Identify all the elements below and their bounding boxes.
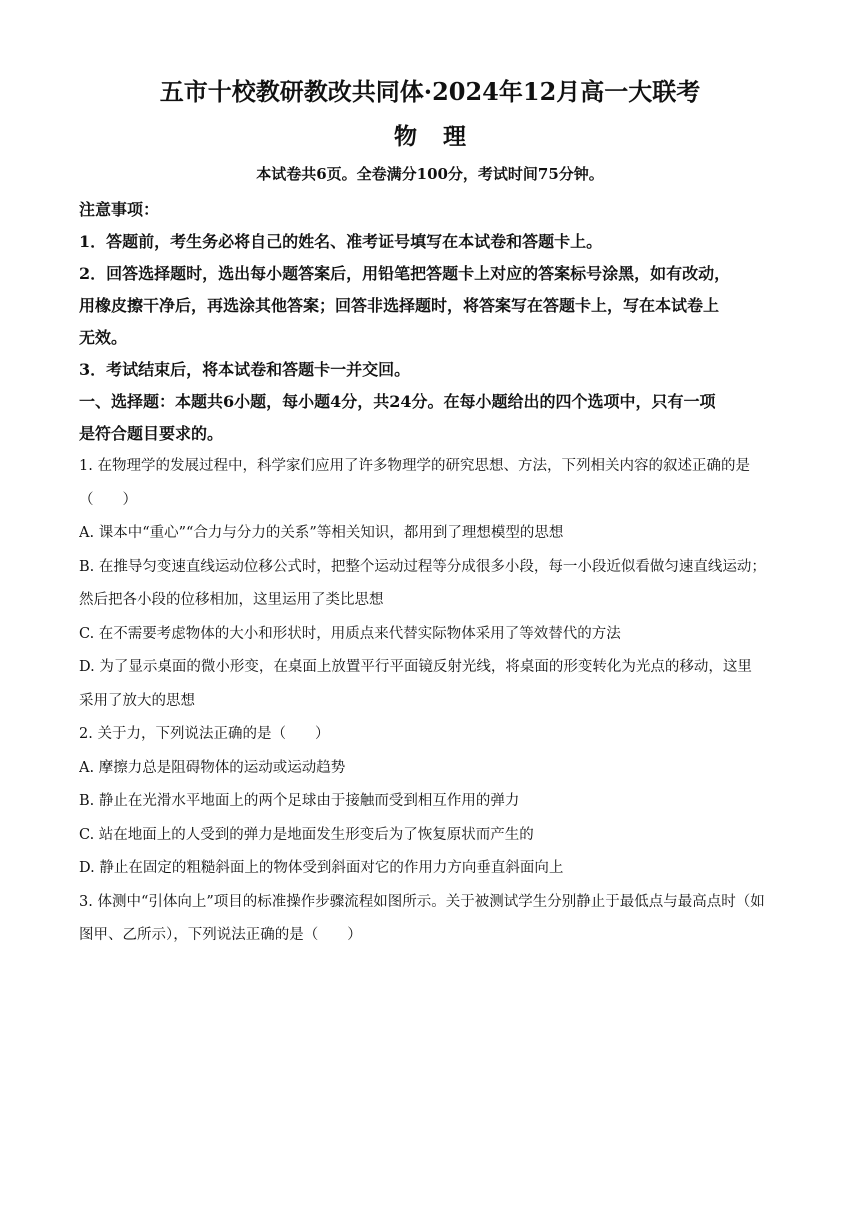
q1-stem-line-1: 1. 在物理学的发展过程中，科学家们应用了许多物理学的研究思想、方法，下列相关内容的叙述正确的是: [79, 458, 750, 474]
note-item-2-line-1: 2．回答选择题时，选出每小题答案后，用铅笔把答题卡上对应的答案标号涂黑，如有改动，: [79, 264, 731, 283]
q3-stem-line-1: 3. 体测中“引体向上”项目的标准操作步骤流程如图所示。关于被测试学生分别静止于最低点与最高点时（如: [79, 893, 765, 910]
note-item-2-line-2: 用橡皮擦干净后，再选涂其他答案；回答非选择题时，将答案写在答题卡上，写在本试卷上: [79, 296, 720, 315]
notes-heading: 注意事项：: [79, 200, 160, 219]
exam-content: [79, 194, 791, 953]
q1-option-d-line-1: D. 为了显示桌面的微小形变，在桌面上放置平行平面镜反射光线，将桌面的形变转化为光点的移动，这里: [79, 659, 752, 675]
section-heading-line-1: 一、选择题：本题共6小题，每小题4分，共24分。在每小题给出的四个选项中，只有一项: [79, 392, 716, 411]
q2-option-c: C. 站在地面上的人受到的弹力是地面发生形变后为了恢复原状而产生的: [79, 826, 534, 843]
note-item-1: 1．答题前，考生务必将自己的姓名、准考证号填写在本试卷和答题卡上。: [79, 232, 603, 251]
q2-option-b: B. 静止在光滑水平地面上的两个足球由于接触而受到相互作用的弹力: [79, 793, 520, 809]
exam-title: 五市十校教研教改共同体·2024年12月高一大联考: [159, 77, 701, 106]
q2-stem: 2. 关于力，下列说法正确的是（ ）: [79, 726, 330, 742]
q1-stem-line-2: （ ）: [79, 491, 137, 508]
q1-option-a: A. 课本中“重心”“合力与分力的关系”等相关知识，都用到了理想模型的思想: [79, 525, 564, 541]
q1-option-b-line-2: 然后把各小段的位移相加，这里运用了类比思想: [79, 592, 384, 608]
note-item-3: 3．考试结束后，将本试卷和答题卡一并交回。: [79, 360, 411, 379]
section-heading-line-2: 是符合题目要求的。: [79, 424, 224, 443]
exam-intro: 本试卷共6页。全卷满分100分，考试时间75分钟。: [256, 165, 604, 183]
q3-stem-line-2: 图甲、乙所示），下列说法正确的是（ ）: [79, 927, 362, 943]
q1-option-d-line-2: 采用了放大的思想: [79, 692, 195, 709]
q2-option-a: A. 摩擦力总是阻碍物体的运动或运动趋势: [79, 759, 346, 776]
note-item-2-line-3: 无效。: [79, 328, 128, 347]
q2-option-d: D. 静止在固定的粗糙斜面上的物体受到斜面对它的作用力方向垂直斜面向上: [79, 860, 564, 876]
subject-title: 物理: [394, 123, 492, 150]
q1-option-b-line-1: B. 在推导匀变速直线运动位移公式时，把整个运动过程等分成很多小段，每一小段近似看做匀速直线运动；: [79, 558, 766, 575]
q1-option-c: C. 在不需要考虑物体的大小和形状时，用质点来代替实际物体采用了等效替代的方法: [79, 625, 621, 642]
